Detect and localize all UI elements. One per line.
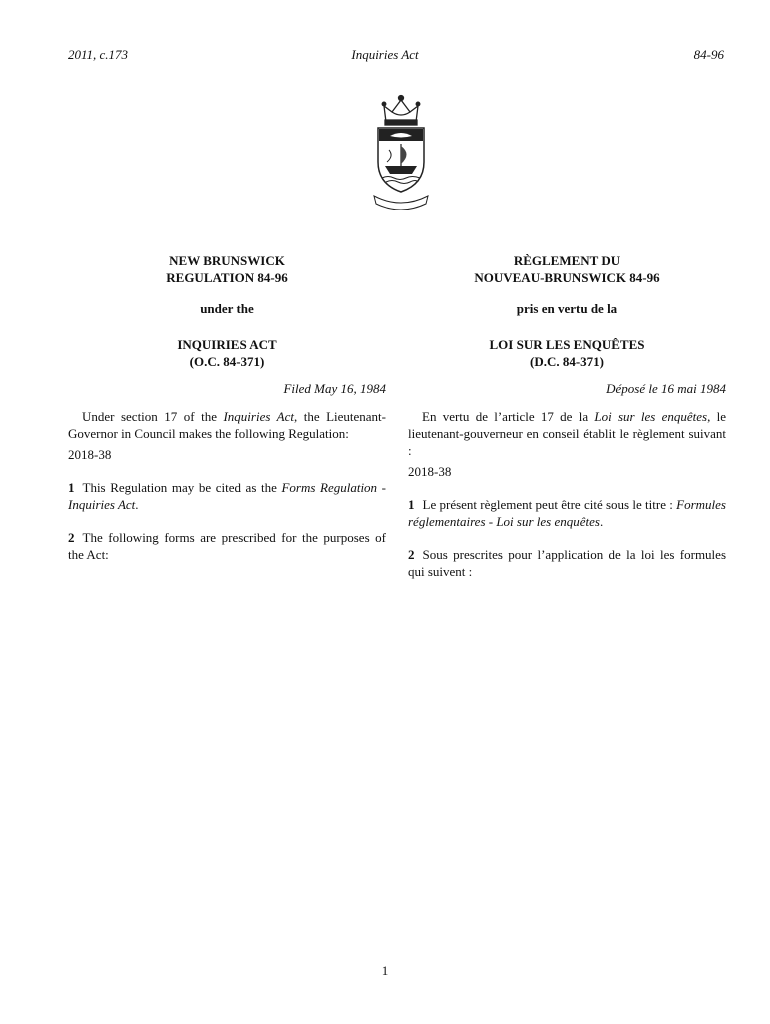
section-number: 2	[68, 530, 75, 545]
english-title-line1: NEW BRUNSWICK	[169, 253, 285, 268]
french-act-title	[408, 336, 726, 370]
section-citation-title: Forms Regulation - Inquiries Act	[68, 480, 386, 512]
french-title-line1: RÈGLEMENT DU	[513, 253, 621, 268]
english-column	[68, 252, 386, 563]
english-preamble-text: Under section 17 of the	[82, 409, 224, 424]
section-text-end: .	[135, 497, 139, 512]
english-reference: 2018-38	[68, 447, 112, 462]
header-regulation-number: 84-96	[693, 47, 724, 62]
french-preamble-text: En vertu de l’article 17 de la	[422, 409, 595, 424]
french-column	[408, 252, 726, 580]
english-preamble	[68, 408, 386, 442]
section-text-end: .	[599, 514, 604, 529]
english-section-2	[68, 529, 386, 563]
english-regulation-title	[68, 252, 386, 288]
english-section-1	[68, 479, 386, 513]
section-number: 1	[68, 480, 75, 495]
section-text: The following forms are prescribed for the purposes of the Act:	[68, 530, 386, 562]
english-title-line2: REGULATION 84-96	[166, 270, 288, 285]
english-preamble-act-link: Inquiries Act	[223, 409, 294, 424]
french-under-the: pris en vertu de la	[516, 301, 618, 316]
french-act-line1: LOI SUR LES ENQUÊTES	[489, 337, 645, 352]
english-under-the: under the	[200, 301, 254, 316]
section-citation-title: Formules réglementaires - Loi sur les enquêtes	[408, 497, 726, 529]
french-reference: 2018-38	[408, 464, 452, 479]
coat-of-arms-icon	[368, 92, 434, 210]
french-preamble-text-2: , le lieutenant-gouverneur en conseil établit le règlement suivant :	[408, 409, 726, 458]
english-filed-date: Filed May 16, 1984	[283, 381, 386, 396]
english-preamble-text-2: , the Lieutenant-Governor in Council makes the following Regulation:	[68, 409, 386, 441]
french-title-line2: NOUVEAU-BRUNSWICK 84-96	[474, 270, 660, 285]
french-section-2	[408, 546, 726, 580]
page-number: 1	[381, 963, 389, 978]
header-citation: 2011, c.173	[68, 47, 129, 62]
french-preamble-act-link: Loi sur les enquêtes	[594, 409, 708, 424]
section-text: Le présent règlement peut être cité sous le titre :	[422, 497, 677, 512]
french-preamble	[408, 408, 726, 459]
english-act-title	[68, 336, 386, 370]
section-text: This Regulation may be cited as the	[82, 480, 282, 495]
french-filed-date: Déposé le 16 mai 1984	[606, 381, 726, 396]
french-regulation-title	[408, 252, 726, 288]
section-text: Sous prescrites pour l’application de la loi les formules qui suivent :	[408, 547, 726, 579]
english-act-line2: (O.C. 84-371)	[189, 354, 265, 369]
french-section-1	[408, 496, 726, 530]
english-act-line1: INQUIRIES ACT	[177, 337, 277, 352]
french-act-line2: (D.C. 84-371)	[529, 354, 604, 369]
section-number: 1	[408, 497, 415, 512]
header-act-name: Inquiries Act	[351, 47, 419, 62]
section-number: 2	[408, 547, 415, 562]
